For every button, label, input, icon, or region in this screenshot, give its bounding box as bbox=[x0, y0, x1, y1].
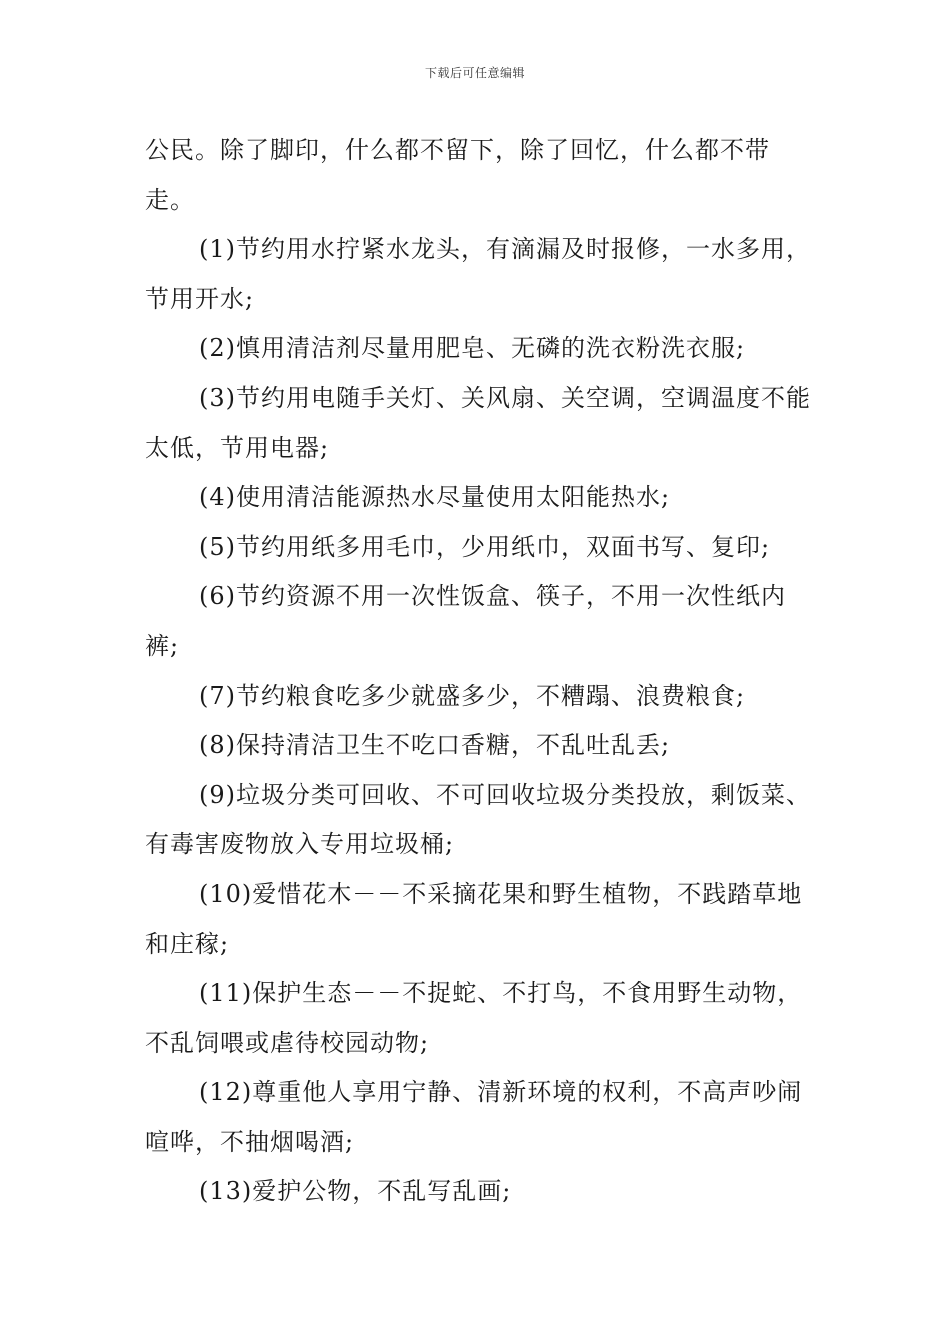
page-header: 下载后可任意编辑 bbox=[424, 66, 525, 80]
paragraph-item-6: (6)节约资源不用一次性饭盒、筷子，不用一次性纸内裤; bbox=[145, 582, 786, 660]
paragraph-item-1: (1)节约用水拧紧水龙头，有滴漏及时报修，一水多用，节用开水; bbox=[145, 235, 811, 313]
paragraph-item-3: (3)节约用电随手关灯、关风扇、关空调，空调温度不能太低，节用电器; bbox=[145, 383, 811, 462]
paragraph-item-13: (13)爱护公物，不乱写乱画; bbox=[199, 1177, 512, 1206]
paragraph-intro: 公民。除了脚印，什么都不留下，除了回忆，什么都不带走。 bbox=[145, 136, 770, 214]
paragraph-item-4: (4)使用清洁能源热水尽量使用太阳能热水; bbox=[199, 483, 671, 512]
paragraph-item-2: (2)慎用清洁剂尽量用肥皂、无磷的洗衣粉洗衣服; bbox=[199, 334, 746, 363]
paragraph-item-9: (9)垃圾分类可回收、不可回收垃圾分类投放，剩饭菜、有毒害废物放入专用垃圾桶; bbox=[145, 780, 811, 859]
document-body bbox=[145, 126, 813, 1217]
paragraph-item-11: (11)保护生态－－不捉蛇、不打鸟，不食用野生动物，不乱饲喂或虐待校园动物; bbox=[145, 979, 803, 1057]
paragraph-item-10: (10)爱惜花木－－不采摘花果和野生植物，不践踏草地和庄稼; bbox=[145, 879, 803, 958]
paragraph-item-12: (12)尊重他人享用宁静、清新环境的权利，不高声吵闹喧哗，不抽烟喝酒; bbox=[145, 1078, 803, 1156]
paragraph-item-8: (8)保持清洁卫生不吃口香糖，不乱吐乱丢; bbox=[199, 731, 671, 760]
paragraph-item-7: (7)节约粮食吃多少就盛多少，不糟蹋、浪费粮食; bbox=[199, 681, 746, 710]
paragraph-item-5: (5)节约用纸多用毛巾，少用纸巾，双面书写、复印; bbox=[199, 532, 771, 561]
